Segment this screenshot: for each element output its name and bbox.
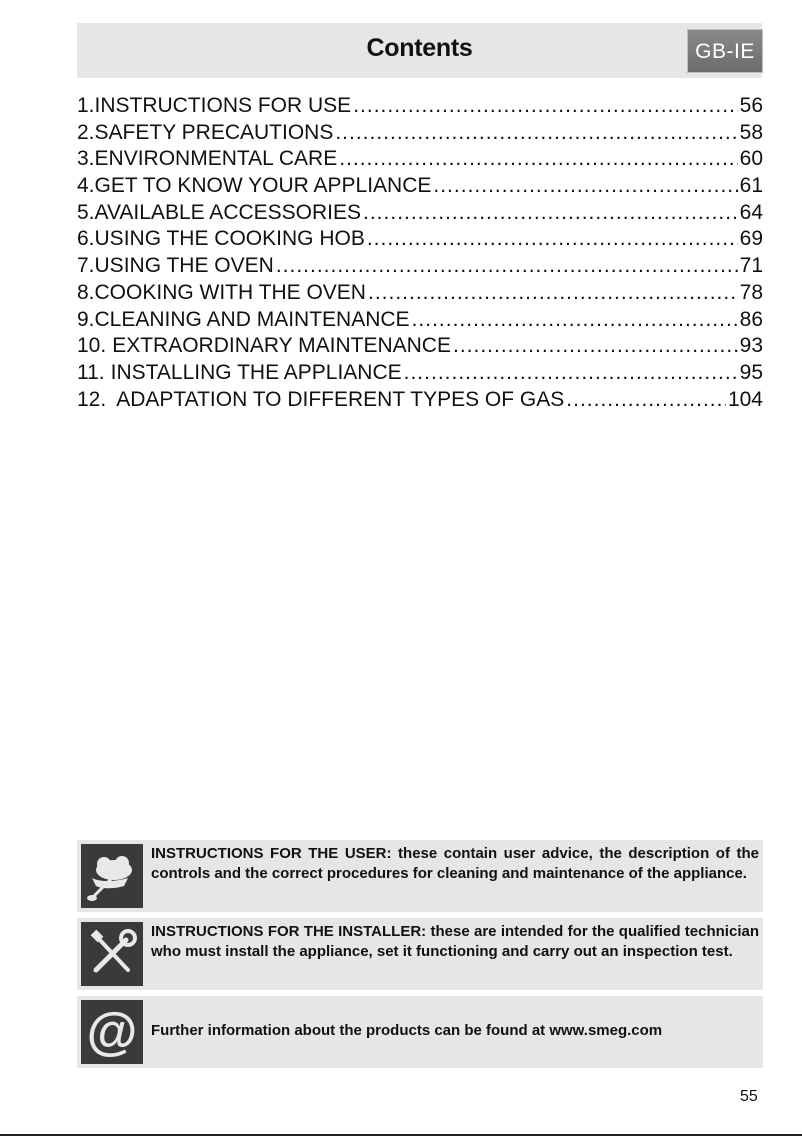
tools-icon (81, 922, 143, 986)
toc-item-2[interactable] (77, 121, 763, 148)
toc-page: 78 (739, 280, 763, 304)
toc-number: 12. (77, 387, 107, 411)
page-number: 55 (740, 1088, 758, 1105)
toc-item-7[interactable] (77, 254, 763, 281)
toc-leader (433, 174, 737, 198)
user-instructions-box (77, 840, 763, 912)
language-badge: GB-IE (687, 29, 763, 73)
toc-number: 10. (77, 334, 107, 358)
toc-item-4[interactable] (77, 174, 763, 201)
toc-label: CLEANING AND MAINTENANCE (94, 307, 410, 331)
toc-leader (353, 94, 737, 118)
toc-leader (367, 227, 738, 251)
toc-page: 56 (739, 94, 763, 117)
at-sign-icon: @ (81, 1000, 143, 1064)
toc-number: 5. (77, 200, 95, 224)
toc-leader (412, 308, 738, 332)
page-title: Contents (366, 34, 473, 62)
toc-item-12[interactable] (77, 388, 763, 415)
toc-number: 8. (77, 280, 95, 304)
toc-number: 4. (77, 174, 95, 198)
toc-leader (404, 361, 738, 385)
toc-label: EXTRAORDINARY MAINTENANCE (112, 334, 451, 358)
toc-item-3[interactable] (77, 147, 763, 174)
installer-instructions-text: INSTRUCTIONS FOR THE INSTALLER: these are intended for the qualified technician who must install the appliance, set it functioning and carry out an inspection test. (151, 923, 759, 960)
toc-page: 64 (739, 200, 763, 224)
toc-leader (368, 281, 738, 305)
toc-item-11[interactable] (77, 361, 763, 388)
toc-leader (566, 388, 726, 412)
toc-page: 86 (739, 307, 763, 331)
toc-leader (339, 147, 737, 171)
toc-label: SAFETY PRECAUTIONS (94, 120, 334, 144)
web-info-text: Further information about the products can be found at www.smeg.com (151, 1022, 663, 1039)
toc-label: AVAILABLE ACCESSORIES (94, 200, 362, 224)
toc-page: 95 (739, 360, 763, 384)
toc-leader (453, 334, 738, 358)
toc-label: INSTRUCTIONS FOR USE (94, 94, 352, 117)
toc-label: ENVIRONMENTAL CARE (94, 147, 338, 171)
toc-leader (276, 254, 738, 278)
table-of-contents (77, 94, 763, 414)
installer-instructions-box (77, 918, 763, 990)
toc-label: USING THE OVEN (94, 254, 274, 278)
toc-page: 60 (739, 147, 763, 171)
toc-label: GET TO KNOW YOUR APPLIANCE (94, 174, 432, 198)
user-instructions-text: INSTRUCTIONS FOR THE USER: these contain user advice, the description of the controls and the correct procedures for cleaning and maintenance of the appliance. (151, 845, 759, 882)
toc-item-5[interactable] (77, 201, 763, 228)
toc-page: 61 (739, 174, 763, 198)
toc-item-6[interactable] (77, 227, 763, 254)
toc-number: 1. (77, 94, 95, 117)
toc-item-9[interactable] (77, 308, 763, 335)
toc-page: 104 (727, 387, 763, 411)
toc-label: ADAPTATION TO DIFFERENT TYPES OF GAS (116, 387, 565, 411)
header-bar (77, 23, 762, 78)
chef-hat-icon (81, 844, 143, 908)
toc-leader (363, 201, 738, 225)
toc-number: 9. (77, 307, 95, 331)
web-info-box (77, 996, 763, 1068)
toc-item-10[interactable] (77, 334, 763, 361)
toc-leader (335, 121, 737, 145)
toc-page: 58 (739, 120, 763, 144)
toc-page: 69 (739, 227, 763, 251)
toc-item-8[interactable] (77, 281, 763, 308)
toc-label: USING THE COOKING HOB (94, 227, 365, 251)
toc-number: 3. (77, 147, 95, 171)
toc-page: 71 (739, 254, 763, 278)
toc-number: 6. (77, 227, 95, 251)
toc-label: COOKING WITH THE OVEN (94, 280, 366, 304)
toc-label: INSTALLING THE APPLIANCE (110, 360, 402, 384)
toc-item-1[interactable] (77, 94, 763, 121)
toc-number: 11. (77, 360, 105, 384)
toc-number: 2. (77, 120, 95, 144)
toc-page: 93 (739, 334, 763, 358)
toc-number: 7. (77, 254, 95, 278)
